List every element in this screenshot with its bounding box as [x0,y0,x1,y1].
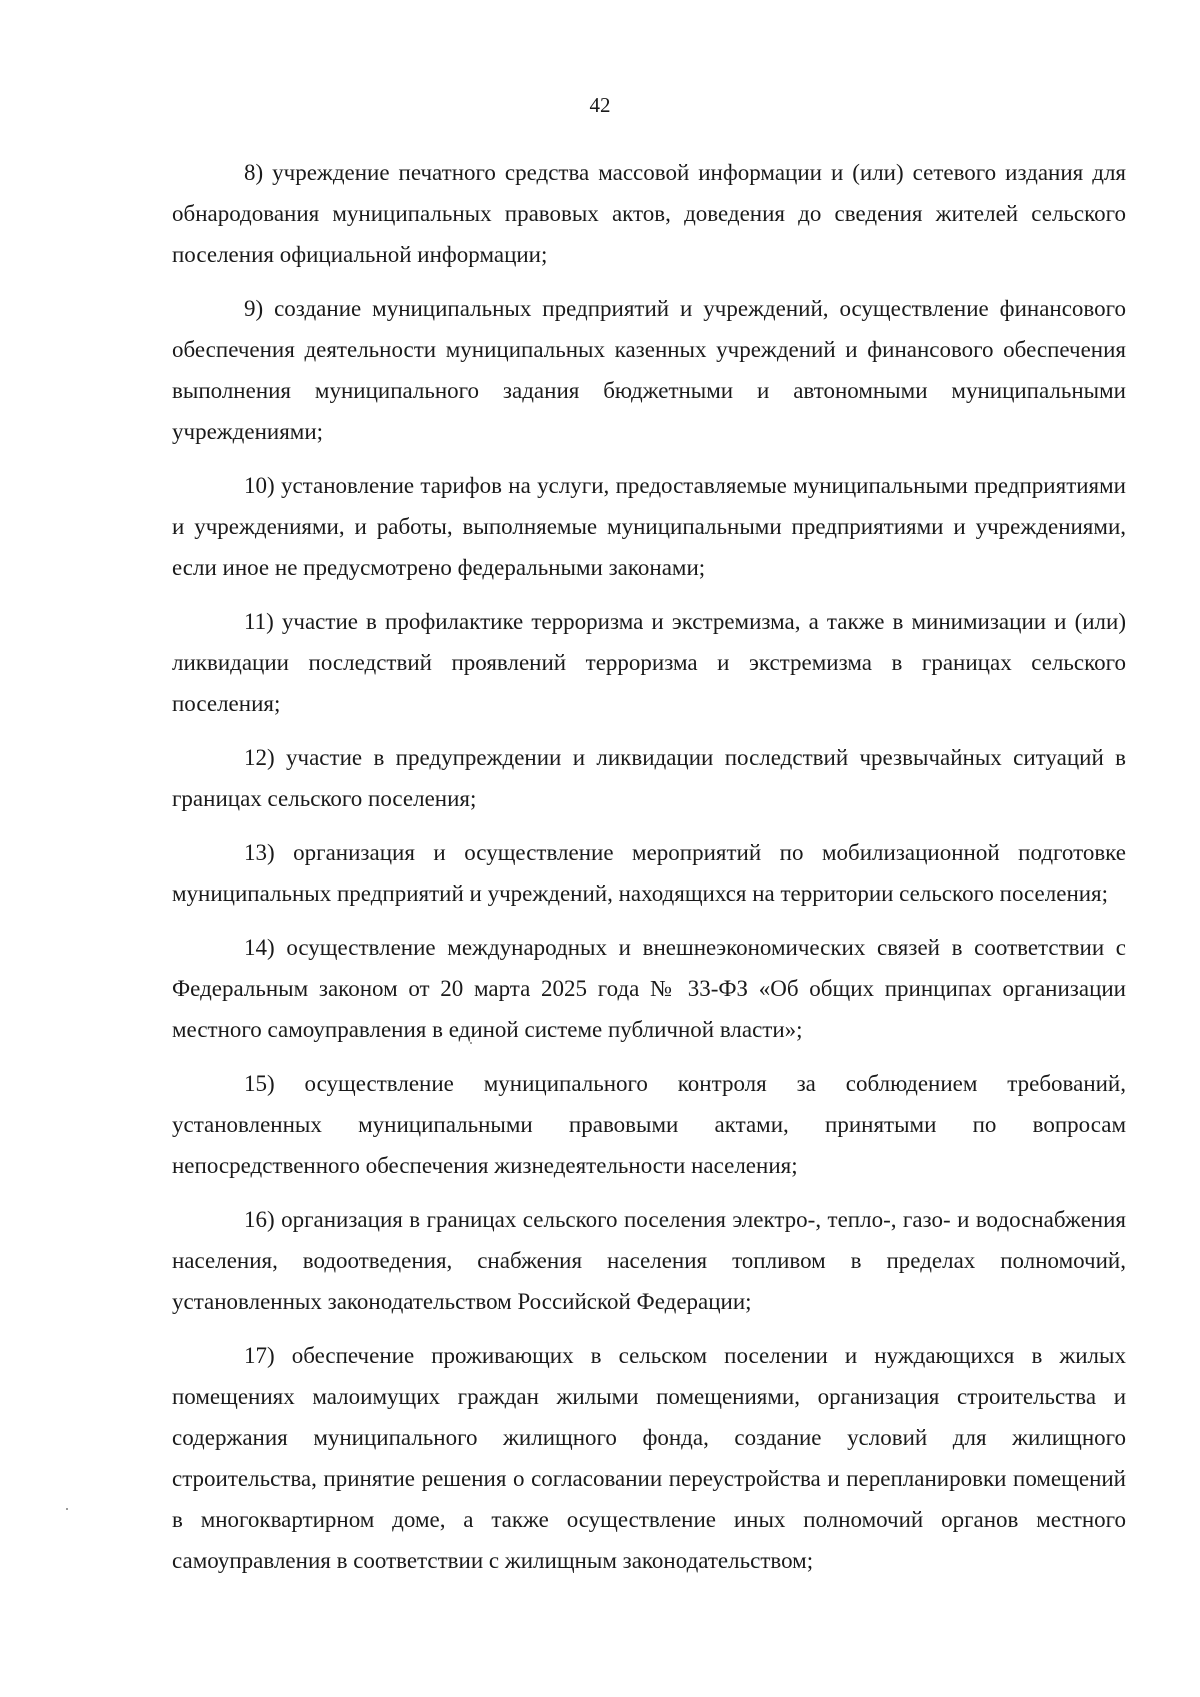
paragraph-item-11: 11) участие в профилактике терроризма и экстремизма, а также в минимизации и (или) ликвидации последствий проявлений терроризма и экстремизма в границах сельского поселения; [172,609,1126,716]
paragraph-item-8: 8) учреждение печатного средства массовой информации и (или) сетевого издания для обнародования муниципальных правовых актов, доведения до сведения жителей сельского поселения официальной информации; [172,160,1126,267]
paragraph-item-9: 9) создание муниципальных предприятий и учреждений, осуществление финансового обеспечения деятельности муниципальных казенных учреждений и финансового обеспечения выполнения муниципального задания бюджетными и автономными муниципальными учреждениями; [172,296,1126,444]
scan-speck [470,1042,472,1044]
paragraph-item-10: 10) установление тарифов на услуги, предоставляемые муниципальными предприятиями и учреждениями, и работы, выполняемые муниципальными предприятиями и учреждениями, если иное не предусмотрено федеральными законами; [172,473,1126,580]
page-number: 42 [589,93,611,117]
paragraph-item-17: 17) обеспечение проживающих в сельском поселении и нуждающихся в жилых помещениях малоимущих граждан жилыми помещениями, организация строительства и содержания муниципального жилищного фонда, создание условий для жилищного строительства, принятие решения о согласовании переустройства и перепланировки помещений в многоквартирном доме, а также осуществление иных полномочий органов местного самоуправления в соответствии с жилищным законодательством; [172,1343,1126,1573]
document-body [172,152,1126,1594]
scan-speck [66,1508,68,1510]
paragraph-item-15: 15) осуществление муниципального контроля за соблюдением требований, установленных муниципальными правовыми актами, принятыми по вопросам непосредственного обеспечения жизнедеятельности населения; [172,1071,1126,1178]
paragraph-item-13: 13) организация и осуществление мероприятий по мобилизационной подготовке муниципальных предприятий и учреждений, находящихся на территории сельского поселения; [172,840,1126,906]
paragraph-item-14: 14) осуществление международных и внешнеэкономических связей в соответствии с Федеральным законом от 20 марта 2025 года № 33-ФЗ «Об общих принципах организации местного самоуправления в единой системе публичной власти»; [172,935,1126,1042]
paragraph-item-12: 12) участие в предупреждении и ликвидации последствий чрезвычайных ситуаций в границах сельского поселения; [172,745,1126,811]
paragraph-item-16: 16) организация в границах сельского поселения электро-, тепло-, газо- и водоснабжения населения, водоотведения, снабжения населения топливом в пределах полномочий, установленных законодательством Российской Федерации; [172,1207,1126,1314]
